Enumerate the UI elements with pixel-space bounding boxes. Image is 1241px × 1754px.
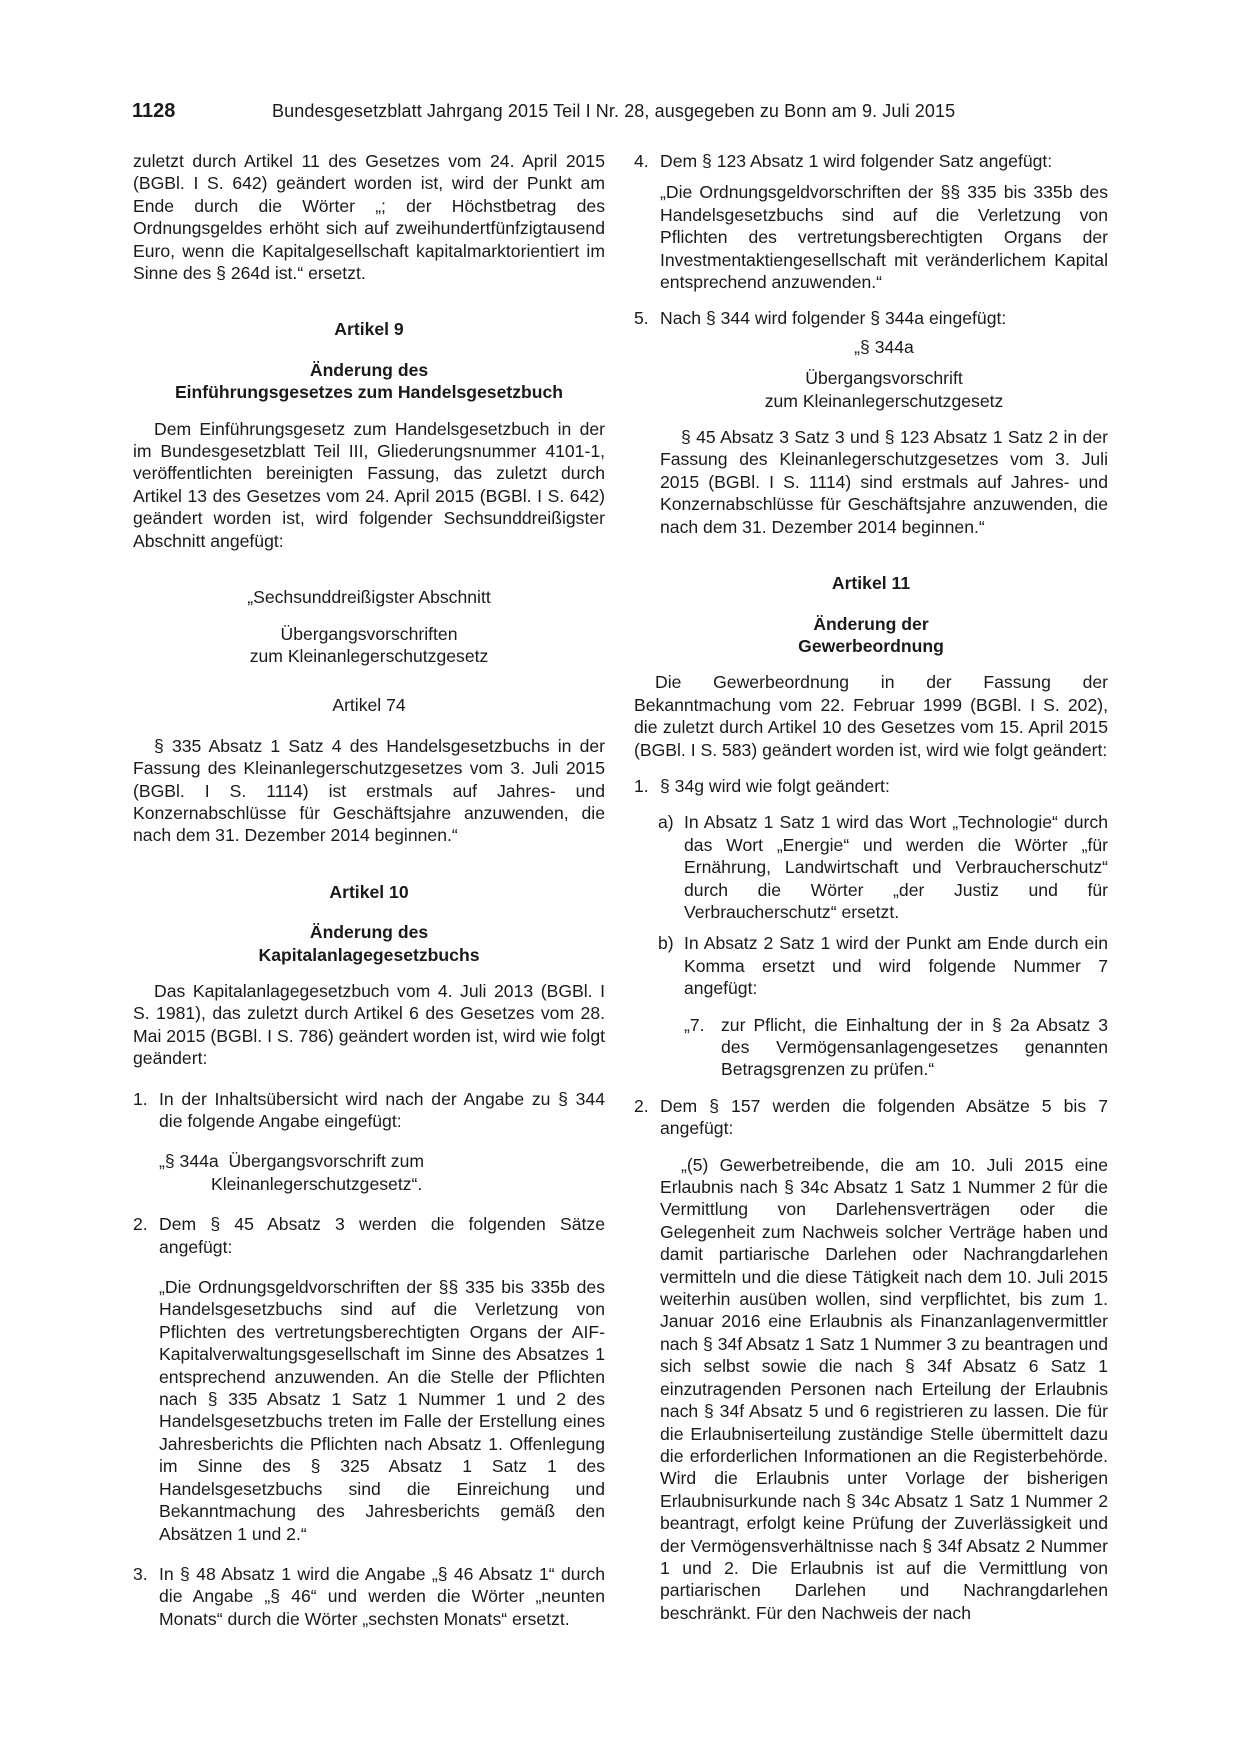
quoted-entry-text: Übergangsvorschrift zum Kleinanlegerschutzgesetz“. bbox=[211, 1151, 425, 1194]
list-item-number: 3. bbox=[133, 1563, 148, 1584]
article-9-title: Artikel 9 bbox=[334, 319, 404, 340]
list-item-number: 5. bbox=[634, 308, 649, 329]
list-item-number: 2. bbox=[634, 1095, 649, 1116]
quoted-text: „Die Ordnungsgeldvorschriften der §§ 335 bis 335b des Handelsgesetzbuchs sind auf die Verletzung von Pflichten des vertretungsberechtigten Organs der AIF-Kapitalverwaltungsgesellschaft im Sinne des Absatzes 1 entsprechend anzuwenden. An die Stelle der Pflichten nach § 335 Absatz 1 Satz 1 Nummer 1 und 2 des Handelsgesetzbuchs treten im Falle der Erstellung eines Jahresberichts die Pflichten nach Absatz 1. Offenlegung im Sinne des § 325 Absatz 1 Satz 1 des Handelsgesetzbuchs sind die Einreichung und Bekanntmachung des Jahresberichts gemäß den Absätzen 1 und 2.“ bbox=[159, 1277, 605, 1544]
list-item-number: 2. bbox=[133, 1214, 148, 1235]
sub-item bbox=[634, 932, 1108, 999]
left-column bbox=[133, 150, 605, 1630]
sub-item-text: In Absatz 1 Satz 1 wird das Wort „Technologie“ durch das Wort „Energie“ und werden die Wörter „für Ernährung, Landwirtschaft und Verbraucherschutz“ durch die Wörter „der Justiz und für Verbraucherschutz“ ersetzt. bbox=[684, 812, 1108, 922]
sub-item-letter: b) bbox=[658, 933, 674, 954]
list-item-text: Dem § 45 Absatz 3 werden die folgenden Sätze angefügt: bbox=[159, 1214, 605, 1257]
article-9-body: Dem Einführungsgesetz zum Handelsgesetzbuch in der im Bundesgesetzblatt Teil III, Gliederungsnummer 4101-1, veröffentlichten bereinigten Fassung, das zuletzt durch Artikel 13 des Gesetzes vom 24. April 2015 (BGBl. I S. 642) geändert worden ist, wird folgender Sechsunddreißigster Abschnitt angefügt: bbox=[133, 418, 605, 551]
right-column bbox=[634, 150, 1108, 1624]
list-item-text: In der Inhaltsübersicht wird nach der Angabe zu § 344 die folgende Angabe eingefügt: bbox=[159, 1088, 605, 1131]
list-item-text: § 34g wird wie folgt geändert: bbox=[660, 775, 890, 796]
quoted-entry bbox=[133, 1150, 605, 1195]
article-10-heading-line1: Änderung des bbox=[309, 922, 429, 943]
list-item-number: 1. bbox=[634, 775, 649, 796]
article-9-heading-line1: Änderung des bbox=[309, 359, 429, 380]
sub-item bbox=[634, 811, 1108, 923]
article-9-heading-line2: Einführungsgesetzes zum Handelsgesetzbuch bbox=[174, 382, 564, 403]
list-item bbox=[634, 307, 1108, 329]
section-title: „Sechsunddreißigster Abschnitt bbox=[247, 587, 491, 608]
section-subtitle-line1: Übergangsvorschriften bbox=[280, 623, 458, 644]
list-item bbox=[133, 1563, 605, 1630]
section-subtitle-line2: zum Kleinanlegerschutzgesetz bbox=[249, 645, 489, 666]
quoted-number: „7. bbox=[684, 1014, 705, 1035]
quoted-text: „Die Ordnungsgeldvorschriften der §§ 335 bis 335b des Handelsgesetzbuchs sind auf die Verletzung von Pflichten des vertretungsberechtigten Organs der Investmentaktiengesellschaft mit veränderlichem Kapital entsprechend anzuwenden.“ bbox=[660, 182, 1108, 293]
list-item-text: Dem § 157 werden die folgenden Absätze 5 bis 7 angefügt: bbox=[660, 1095, 1108, 1139]
article-11-heading-line2: Gewerbeordnung bbox=[798, 635, 944, 656]
page-number: 1128 bbox=[132, 100, 176, 122]
list-item-text: Dem § 123 Absatz 1 wird folgender Satz angefügt: bbox=[660, 151, 1053, 171]
list-item-number: 4. bbox=[634, 151, 649, 171]
list-item bbox=[133, 1213, 605, 1258]
paragraph-number: „§ 344a bbox=[854, 336, 914, 357]
quoted-number-entry bbox=[634, 1014, 1108, 1081]
article-11-title: Artikel 11 bbox=[831, 573, 911, 594]
running-head: Bundesgesetzblatt Jahrgang 2015 Teil I Nr. 28, ausgegeben zu Bonn am 9. Juli 2015 bbox=[272, 101, 956, 121]
list-item-text: In § 48 Absatz 1 wird die Angabe „§ 46 Absatz 1“ durch die Angabe „§ 46“ und werden die Wörter „neunten Monats“ durch die Wörter „sechsten Monats“ ersetzt. bbox=[159, 1563, 605, 1629]
continuation-paragraph: zuletzt durch Artikel 11 des Gesetzes vom 24. April 2015 (BGBl. I S. 642) geändert worden ist, wird der Punkt am Ende durch die Wörter „; der Höchstbetrag des Ordnungsgeldes erhöht sich auf zweihundertfünfzigtausend Euro, wenn die Kapitalgesellschaft kapitalmarktorientiert im Sinne des § 264d ist.“ ersetzt. bbox=[133, 151, 605, 284]
article-74-title: Artikel 74 bbox=[332, 695, 406, 716]
article-10-heading-line2: Kapitalanlagegesetzbuchs bbox=[258, 944, 480, 965]
quoted-number-text: zur Pflicht, die Einhaltung der in § 2a Absatz 3 des Vermögensanlagengesetzes genannten Betragsgrenzen zu prüfen.“ bbox=[721, 1014, 1108, 1080]
article-10-body: Das Kapitalanlagegesetzbuch vom 4. Juli 2013 (BGBl. I S. 1981), das zuletzt durch Artikel 6 des Gesetzes vom 28. Mai 2015 (BGBl. I S. 786) geändert worden ist, wird wie folgt geändert: bbox=[133, 980, 605, 1069]
article-11-body: Die Gewerbeordnung in der Fassung der Bekanntmachung vom 22. Februar 1999 (BGBl. I S. 202), die zuletzt durch Artikel 10 des Gesetzes vom 15. April 2015 (BGBl. I S. 583) geändert worden ist, wird wie folgt geändert: bbox=[634, 672, 1108, 760]
list-item-text: Nach § 344 wird folgender § 344a eingefügt: bbox=[660, 308, 1007, 329]
quoted-entry-label: „§ 344a bbox=[159, 1151, 219, 1172]
sub-item-letter: a) bbox=[658, 812, 674, 833]
list-item bbox=[133, 1088, 605, 1133]
list-item bbox=[634, 1095, 1108, 1140]
article-11-heading-line1: Änderung der bbox=[813, 613, 929, 634]
paragraph-body: § 45 Absatz 3 Satz 3 und § 123 Absatz 1 Satz 2 in der Fassung des Kleinanlegerschutzgesetzes vom 3. Juli 2015 (BGBl. I S. 1114) sind erstmals auf Jahres- und Konzernabschlüsse für Geschäftsjahre anzuwenden, die nach dem 31. Dezember 2014 beginnen.“ bbox=[660, 427, 1108, 537]
article-74-body: § 335 Absatz 1 Satz 4 des Handelsgesetzbuchs in der Fassung des Kleinanlegerschutzgesetzes vom 3. Juli 2015 (BGBl. I S. 1114) ist erstmals auf Jahres- und Konzernabschlüsse für Geschäftsjahre anzuwenden, die nach dem 31. Dezember 2014 beginnen.“ bbox=[133, 735, 605, 846]
list-item bbox=[634, 775, 1108, 797]
list-item-number: 1. bbox=[133, 1088, 148, 1109]
article-10-title: Artikel 10 bbox=[329, 881, 409, 902]
page-header bbox=[132, 100, 1112, 128]
quoted-text: „(5) Gewerbetreibende, die am 10. Juli 2015 eine Erlaubnis nach § 34c Absatz 1 Satz 1 Nummer 2 für die Vermittlung von Darlehensverträgen oder die Gelegenheit zum Nachweis solcher Verträge haben und damit partiarische Darlehen oder Nachrangdarlehen vermitteln und die diese Tätigkeit nach dem 10. Juli 2015 weiterhin ausüben wollen, sind verpflichtet, bis zum 1. Januar 2016 eine Erlaubnis als Finanzanlagenvermittler nach § 34f Absatz 1 Satz 1 Nummer 3 zu beantragen und sich selbst sowie die nach § 34f Absatz 6 Satz 1 einzutragenden Personen nach Erteilung der Erlaubnis nach § 34f Absatz 5 und 6 registrieren zu lassen. Die für die Erlaubniserteilung zuständige Stelle übermittelt dazu die erforderlichen Informationen an die Registerbehörde. Wird die Erlaubnis unter Vorlage der bisherigen Erlaubnisurkunde nach § 34c Absatz 1 Satz 1 Nummer 2 beantragt, erfolgt keine Prüfung der Zuverlässigkeit und der Vermögensverhältnisse nach § 34f Absatz 2 Nummer 1 und 2. Die Erlaubnis ist auf die Vermittlung von partiarischen Darlehen und Nachrangdarlehen beschränkt. Für den Nachweis der nach bbox=[660, 1154, 1108, 1623]
list-item bbox=[634, 150, 1108, 172]
paragraph-heading-line2: zum Kleinanlegerschutzgesetz bbox=[764, 390, 1004, 411]
paragraph-heading-line1: Übergangsvorschrift bbox=[805, 368, 963, 389]
sub-item-text: In Absatz 2 Satz 1 wird der Punkt am Ende durch ein Komma ersetzt und wird folgende Nummer 7 angefügt: bbox=[684, 933, 1108, 999]
